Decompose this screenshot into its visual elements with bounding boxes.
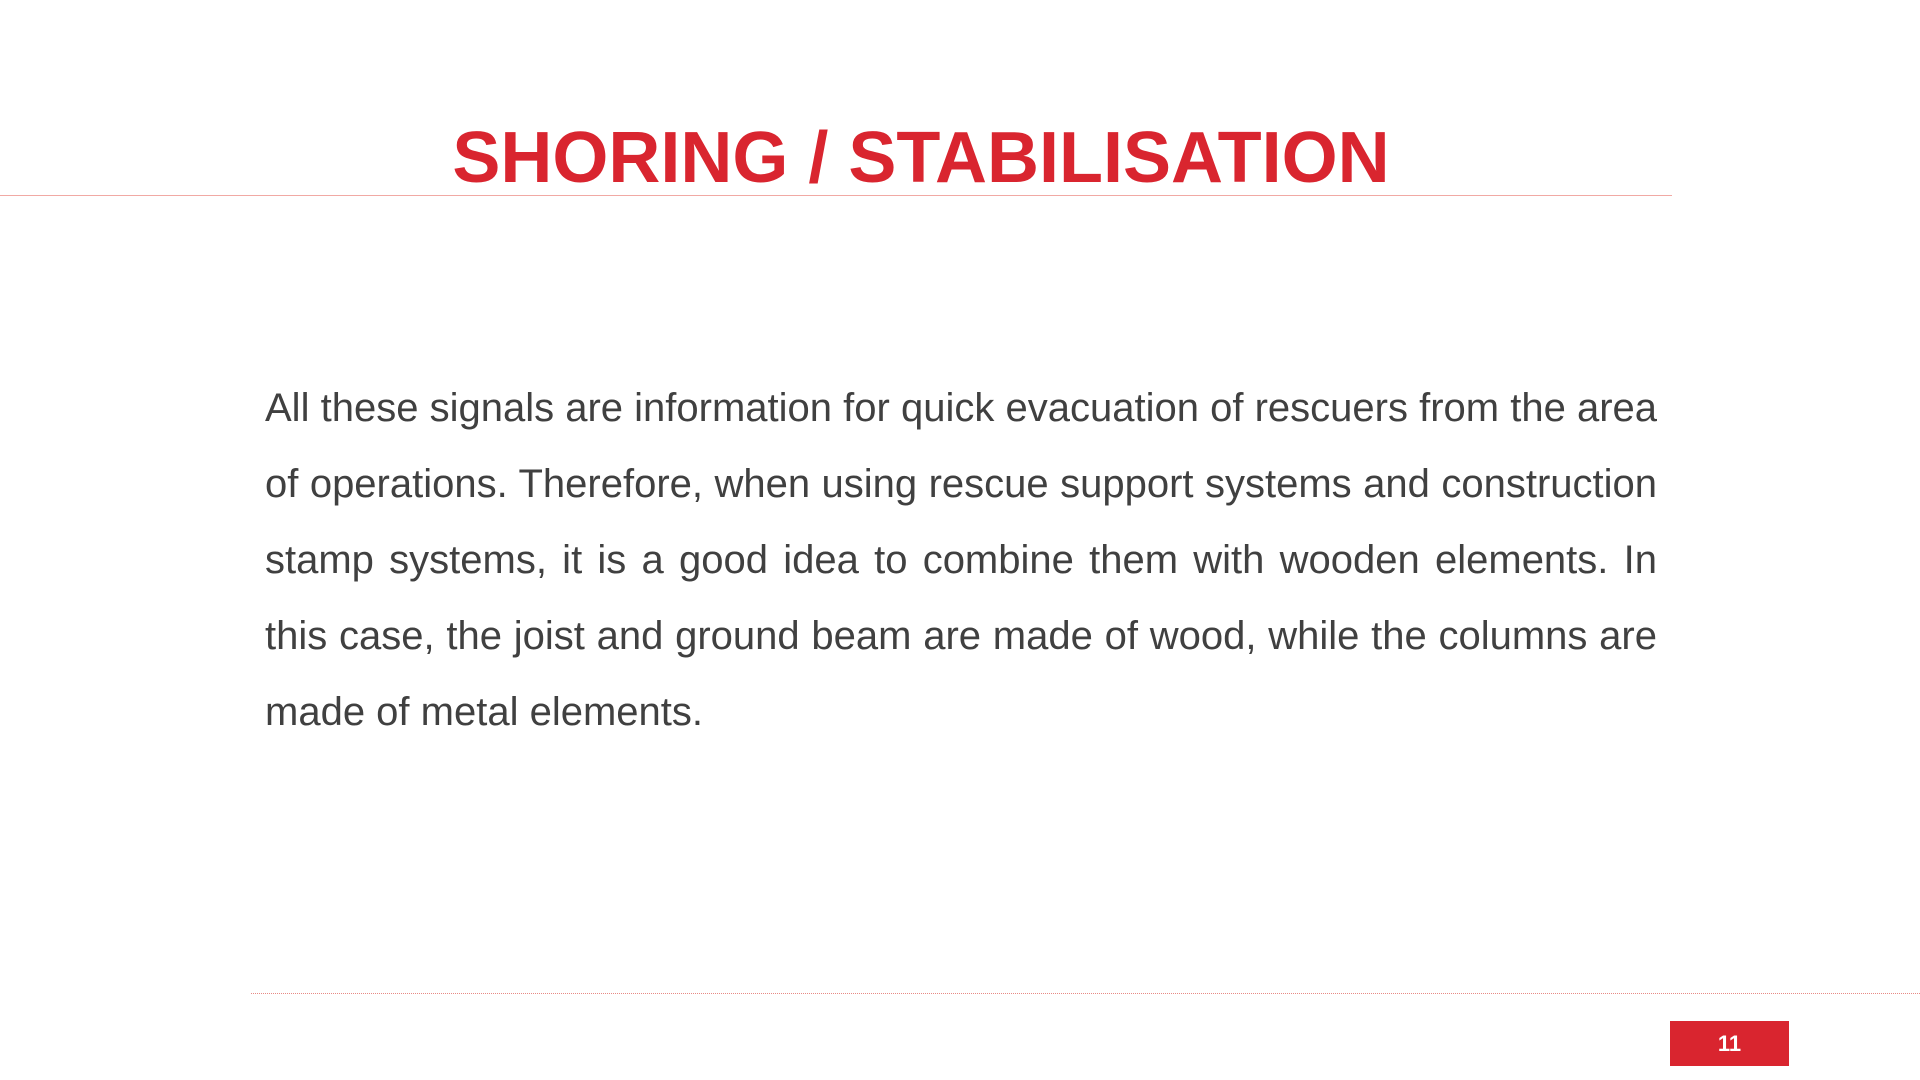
footer-divider: [251, 993, 1920, 994]
page-number-badge: 11: [1670, 1021, 1789, 1066]
body-paragraph: All these signals are information for quick evacuation of rescuers from the area of operations. Therefore, when using rescue support systems and construction stamp systems, it is a good idea to combine them with wooden elements. In this case, the joist and ground beam are made of wood, while the columns are made of metal elements.: [265, 386, 1657, 734]
title-divider: [0, 195, 1672, 196]
slide-title: SHORING / STABILISATION: [452, 118, 1390, 198]
